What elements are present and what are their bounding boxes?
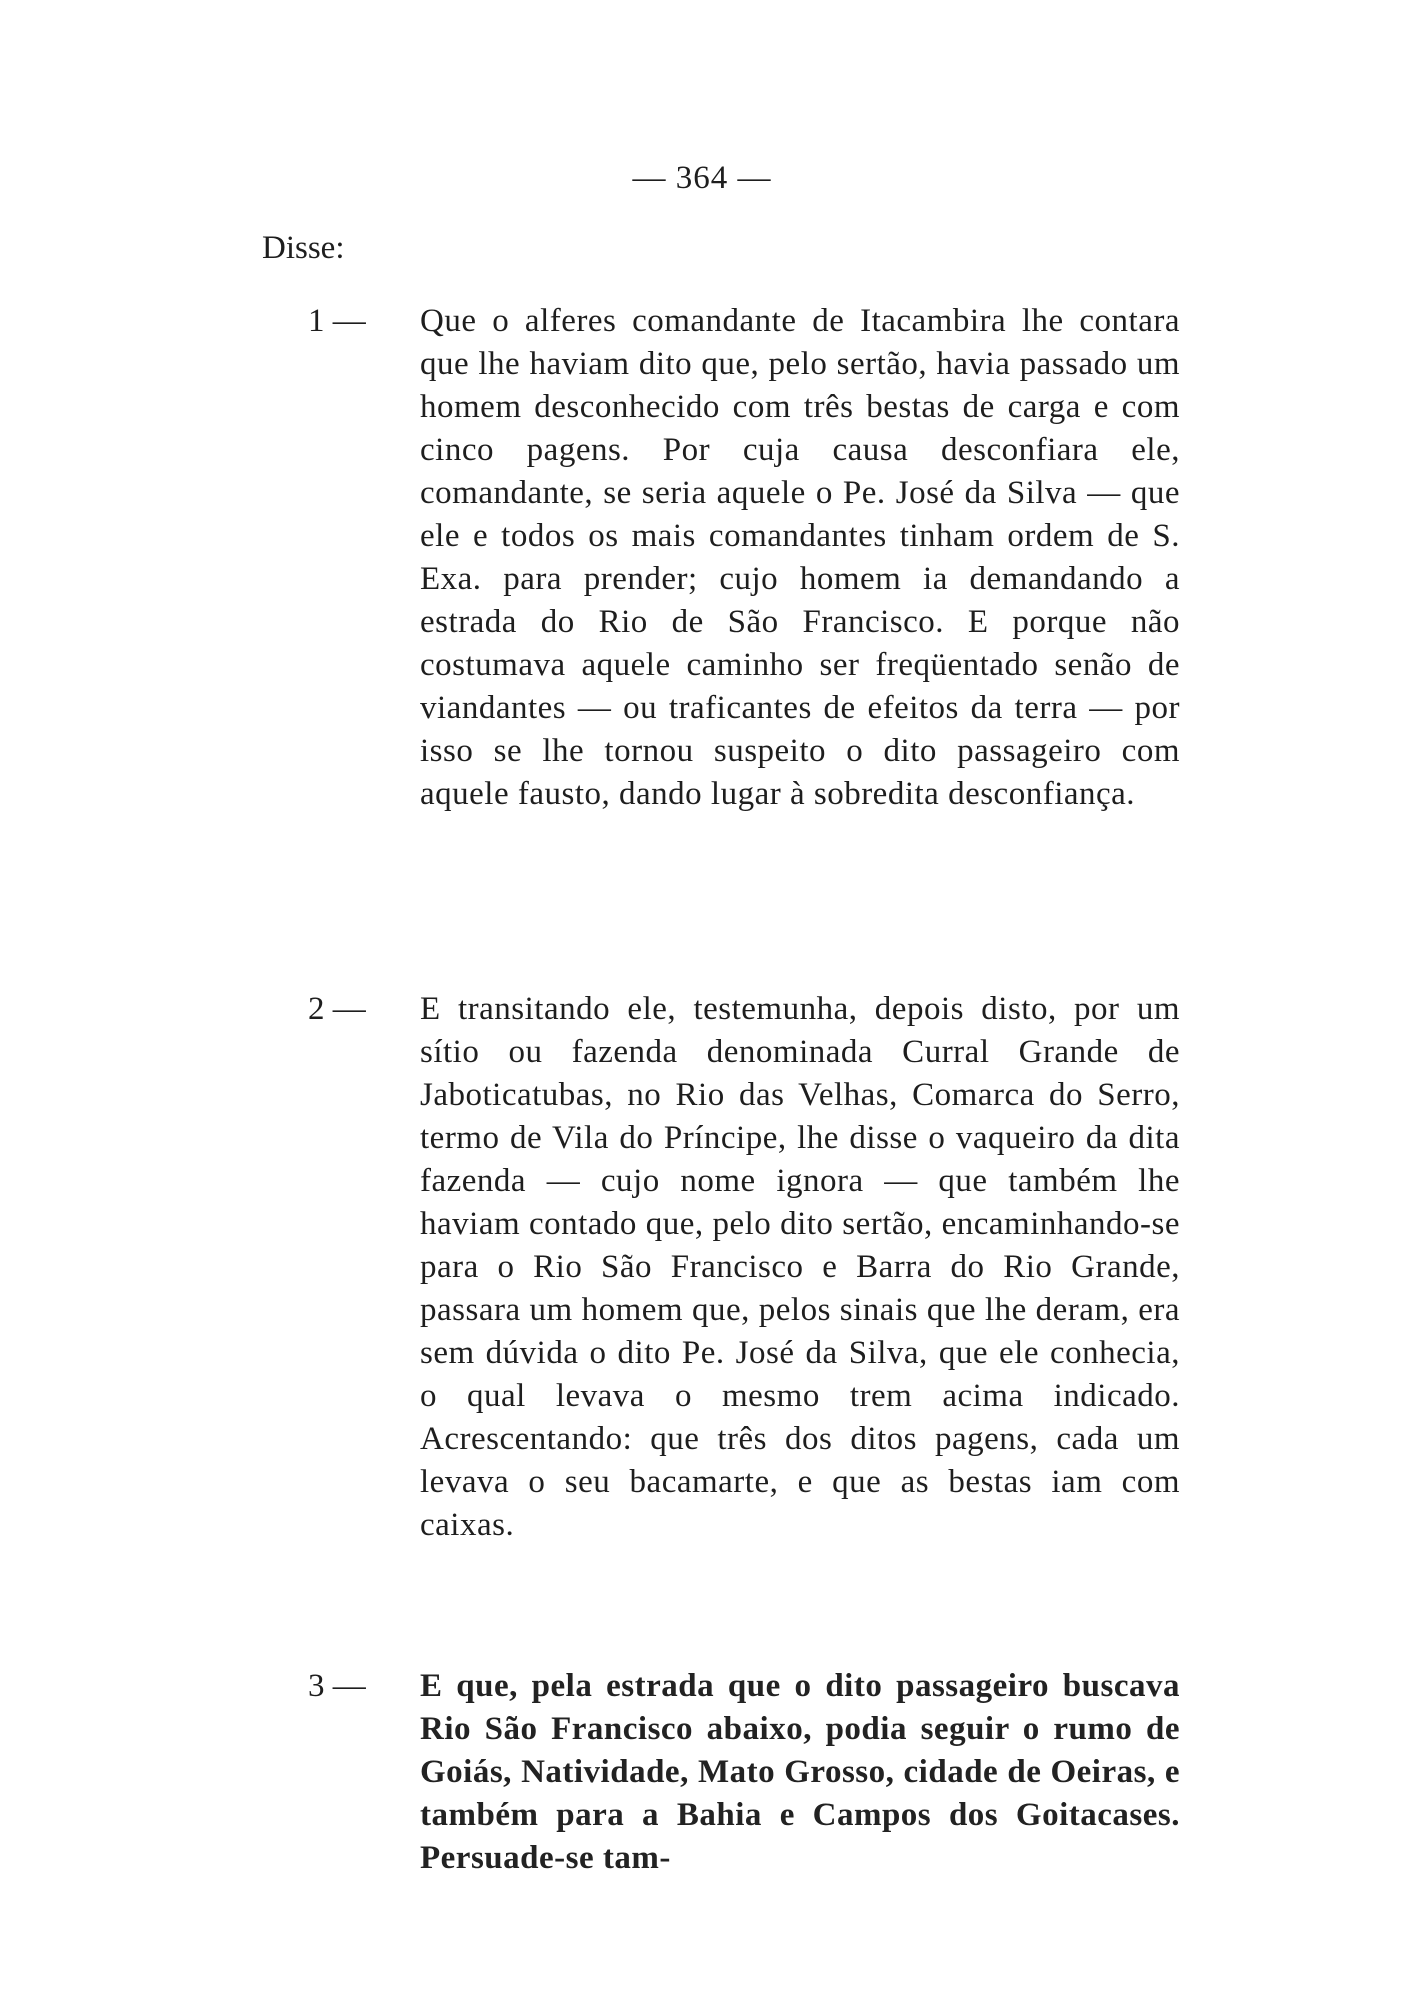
item-text: E transitando ele, testemunha, depois disto, por um sítio ou fazenda denominada Curral Grande de Jaboticatubas, no Rio das Velhas, Comarca do Serro, termo de Vila do Príncipe, lhe disse o vaqueiro da dita fazenda — cujo nome ignora — que também lhe haviam contado que, pelo dito sertão, encaminhando-se para o Rio São Francisco e Barra do Rio Grande, passara um homem que, pelos sinais que lhe deram, era sem dúvida o dito Pe. José da Silva, que ele conhecia, o qual levava o mesmo trem acima indicado. Acrescentando: que três dos ditos pagens, cada um levava o seu bacamarte, e que as bestas iam com caixas. [420,991,1180,1543]
item-number: 3 — [308,1668,366,1704]
item-text: Que o alferes comandante de Itacambira lhe contara que lhe haviam dito que, pelo sertão, havia passado um homem desconhecido com três bestas de carga e com cinco pagens. Por cuja causa desconfiara ele, comandante, se seria aquele o Pe. José da Silva — que ele e todos os mais comandantes tinham ordem de S. Exa. para prender; cujo homem ia demandando a estrada do Rio de São Francisco. E porque não costumava aquele caminho ser freqüentado senão de viandantes — ou traficantes de efeitos da terra — por isso se lhe tornou suspeito o dito passageiro com aquele fausto, dando lugar à sobredita desconfiança. [420,303,1180,812]
numbered-item [308,988,1200,1547]
item-number: 2 — [308,991,366,1027]
intro-label: Disse: [262,230,345,266]
item-number: 1 — [308,303,366,339]
item-text: E que, pela estrada que o dito passageiro buscava Rio São Francisco abaixo, podia seguir o rumo de Goiás, Natividade, Mato Grosso, cidade de Oeiras, e também para a Bahia e Campos dos Goitacases. Persuade-se tam- [420,1668,1180,1876]
page-number: — 364 — [632,160,772,196]
numbered-item [308,1665,1200,1880]
numbered-item [308,300,1200,816]
